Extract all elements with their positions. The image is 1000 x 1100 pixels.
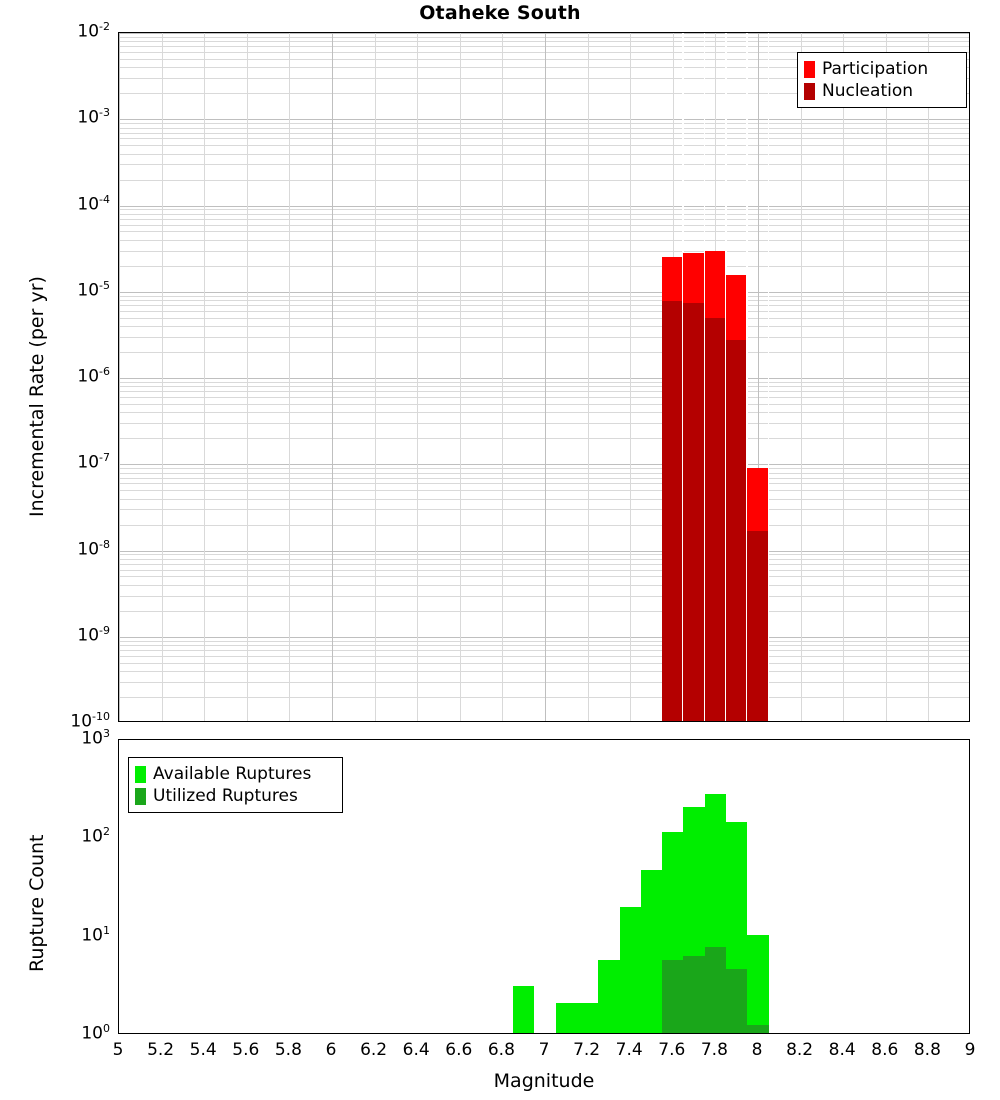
legend-item [135, 785, 334, 807]
x-tick-label: 6.6 [445, 1040, 473, 1060]
legend-label: Participation [822, 59, 929, 79]
bar-available-ruptures [747, 935, 768, 1033]
x-tick-label: 6 [325, 1040, 337, 1060]
legend-top [797, 52, 967, 108]
x-tick-label: 9 [964, 1040, 976, 1060]
x-tick-label: 5.4 [189, 1040, 217, 1060]
x-tick-label: 7.2 [573, 1040, 601, 1060]
bar-separator [768, 33, 770, 721]
bar-available-ruptures [620, 907, 641, 1033]
y-tick-label: $10^{-7}$ [77, 451, 110, 473]
bar-nucleation [747, 531, 768, 721]
y-tick-label: $10^{-8}$ [77, 537, 110, 560]
y-tick-label: $10^3$ [81, 727, 110, 749]
x-tick-label: 5.2 [147, 1040, 175, 1060]
bar-available-ruptures [556, 1003, 577, 1033]
y-axis-label-top: Incremental Rate (per yr) [26, 276, 48, 517]
y-tick-label: $10^1$ [81, 923, 110, 946]
bars-top [119, 33, 969, 721]
x-tick-label: 7 [538, 1040, 550, 1060]
bar-nucleation [683, 303, 704, 721]
y-tick-label: $10^{-9}$ [77, 623, 110, 646]
y-tick-label: $10^{-2}$ [77, 20, 110, 42]
bar-available-ruptures [598, 960, 619, 1033]
legend-item [804, 80, 958, 102]
legend-bottom [128, 757, 343, 813]
bar-utilized-ruptures [747, 1025, 768, 1033]
y-axis-label-bottom: Rupture Count [26, 834, 48, 972]
bar-available-ruptures [577, 1003, 598, 1033]
legend-label: Utilized Ruptures [153, 786, 298, 806]
bar-utilized-ruptures [683, 956, 704, 1033]
legend-swatch-icon [804, 61, 815, 78]
y-tick-label: $10^{-4}$ [77, 192, 110, 215]
y-tick-label: $10^{-10}$ [70, 710, 110, 732]
legend-swatch-icon [135, 788, 146, 805]
legend-item [135, 763, 334, 785]
x-tick-label: 6.8 [487, 1040, 515, 1060]
x-tick-label: 8 [751, 1040, 763, 1060]
x-tick-label: 5.6 [232, 1040, 260, 1060]
legend-swatch-icon [135, 766, 146, 783]
bar-utilized-ruptures [705, 947, 726, 1033]
y-tick-label: $10^0$ [81, 1022, 110, 1044]
x-axis-label: Magnitude [493, 1070, 595, 1092]
legend-swatch-icon [804, 83, 815, 100]
y-tick-label: $10^{-6}$ [77, 365, 110, 387]
y-tick-label: $10^{-5}$ [77, 278, 110, 301]
bar-nucleation [662, 301, 683, 721]
page-title: Otaheke South [419, 2, 581, 24]
x-tick-label: 8.6 [871, 1040, 899, 1060]
bar-nucleation [705, 318, 726, 721]
legend-label: Nucleation [822, 81, 914, 101]
incremental-rate-plot [118, 32, 970, 722]
x-tick-label: 8.8 [913, 1040, 941, 1060]
x-tick-label: 6.2 [360, 1040, 388, 1060]
x-tick-label: 5.8 [274, 1040, 302, 1060]
x-tick-label: 8.2 [786, 1040, 814, 1060]
legend-label: Available Ruptures [153, 764, 312, 784]
bar-nucleation [726, 340, 747, 721]
bar-utilized-ruptures [662, 960, 683, 1033]
x-tick-label: 8.4 [828, 1040, 856, 1060]
bar-available-ruptures [513, 986, 534, 1033]
bar-available-ruptures [641, 870, 662, 1034]
x-tick-label: 7.8 [700, 1040, 728, 1060]
y-tick-label: $10^2$ [81, 825, 110, 847]
legend-item [804, 58, 958, 80]
x-tick-label: 5 [112, 1040, 124, 1060]
y-tick-label: $10^{-3}$ [77, 106, 110, 128]
x-tick-label: 7.4 [615, 1040, 643, 1060]
x-tick-label: 7.6 [658, 1040, 686, 1060]
bar-utilized-ruptures [726, 969, 747, 1033]
x-tick-label: 6.4 [402, 1040, 430, 1060]
